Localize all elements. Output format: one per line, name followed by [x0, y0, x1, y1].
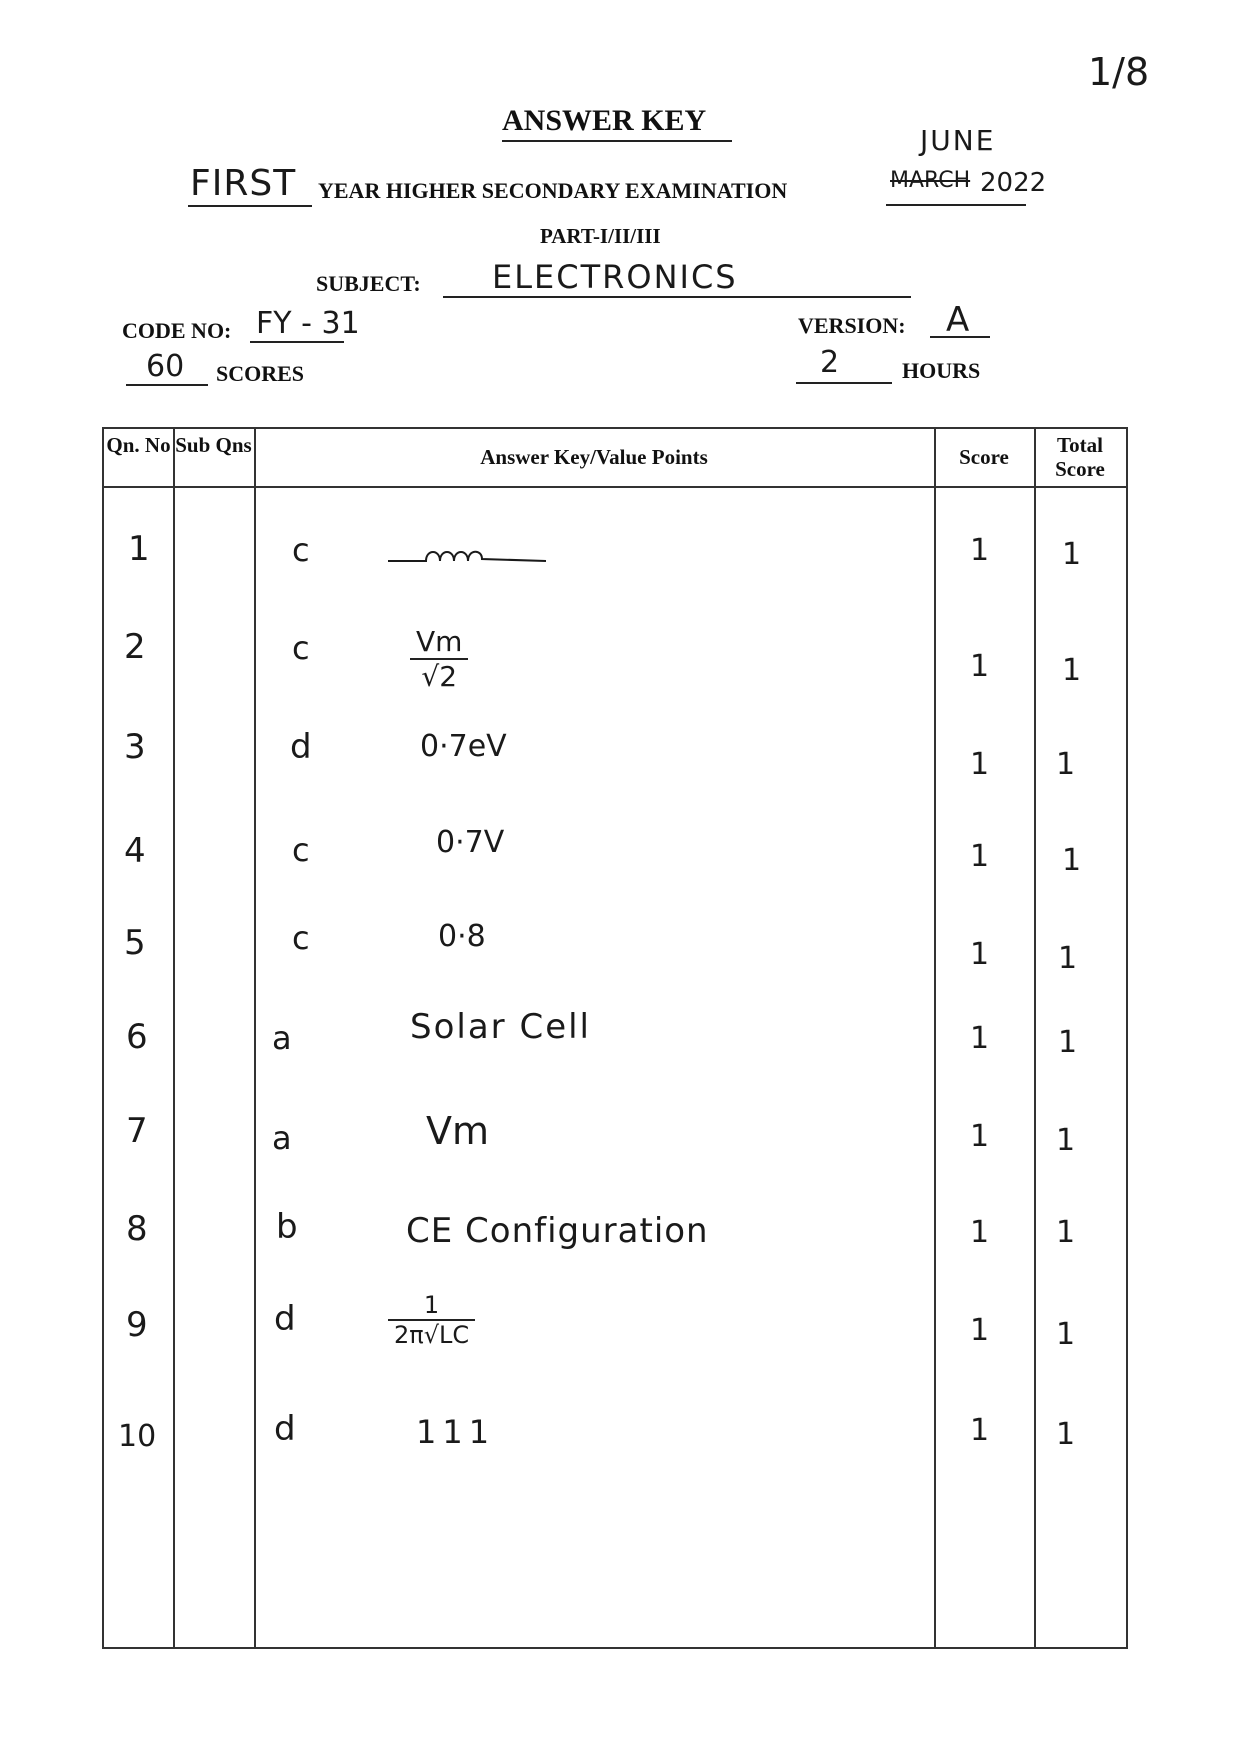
page-number: 1/8: [1088, 50, 1150, 94]
qn-number: 6: [126, 1017, 148, 1057]
answer-option: c: [292, 919, 310, 957]
total-score-value: 1: [1062, 537, 1082, 572]
code-underline: [250, 341, 344, 343]
total-score-value: 1: [1058, 1025, 1078, 1060]
version-value: A: [946, 300, 970, 340]
header-total-score: Total Score: [1055, 433, 1105, 481]
qn-number: 2: [124, 627, 146, 667]
answer-option: b: [276, 1207, 298, 1247]
answer-text: Vm: [426, 1109, 490, 1153]
answer-table: [102, 427, 1128, 1649]
answer-option: c: [292, 831, 310, 869]
score-value: 1: [970, 1119, 990, 1154]
month-underline: [886, 204, 1026, 206]
header-answer: Answer Key/Value Points: [480, 445, 708, 469]
answer-option: d: [274, 1409, 296, 1449]
total-score-value: 1: [1056, 1215, 1076, 1250]
score-value: 1: [970, 1021, 990, 1056]
header-divider: [104, 486, 1126, 488]
total-score-value: 1: [1062, 653, 1082, 688]
score-value: 1: [970, 533, 990, 568]
answer-option: d: [290, 727, 312, 767]
fraction-denominator: √2: [421, 660, 458, 693]
score-value: 1: [970, 1313, 990, 1348]
code-value: FY - 31: [256, 306, 360, 341]
exam-line: YEAR HIGHER SECONDARY EXAMINATION: [318, 178, 788, 203]
scores-underline: [126, 384, 208, 386]
score-value: 1: [970, 649, 990, 684]
answer-option: c: [292, 629, 310, 667]
col-divider: [173, 429, 175, 1647]
col-divider: [1034, 429, 1036, 1647]
score-value: 1: [970, 839, 990, 874]
subject-value: ELECTRONICS: [492, 258, 738, 296]
answer-option: a: [272, 1119, 292, 1157]
version-underline: [930, 336, 990, 338]
answer-text: Solar Cell: [410, 1007, 592, 1047]
answer-text: CE Configuration: [406, 1211, 709, 1251]
answer-text: 111: [416, 1413, 496, 1451]
header-qn-no: Qn. No: [106, 433, 171, 457]
scores-value: 60: [146, 349, 185, 384]
answer-fraction: [388, 1291, 475, 1349]
col-divider: [254, 429, 256, 1647]
month-handwritten: JUNE: [920, 124, 996, 157]
qn-number: 3: [124, 727, 146, 767]
score-value: 1: [970, 937, 990, 972]
qn-number: 8: [126, 1209, 148, 1249]
fraction-numerator: 1: [388, 1291, 475, 1321]
total-score-value: 1: [1056, 1417, 1076, 1452]
answer-option: c: [292, 531, 310, 569]
col-divider: [934, 429, 936, 1647]
code-label: CODE NO:: [122, 318, 232, 343]
part-label: PART-I/II/III: [540, 224, 661, 248]
qn-number: 1: [128, 529, 150, 569]
score-value: 1: [970, 1215, 990, 1250]
inductor-coil-icon: [386, 541, 546, 576]
answer-fraction: [410, 625, 468, 693]
header-score: Score: [959, 445, 1009, 469]
year-suffix: 2022: [980, 168, 1047, 198]
total-score-value: 1: [1056, 1317, 1076, 1352]
hours-underline: [796, 382, 892, 384]
scores-label: SCORES: [216, 361, 305, 386]
qn-number: 10: [118, 1419, 157, 1454]
total-score-value: 1: [1056, 747, 1076, 782]
qn-number: 5: [124, 923, 146, 963]
fraction-denominator: 2π√LC: [394, 1321, 470, 1349]
qn-number: 4: [124, 831, 146, 871]
version-label: VERSION:: [798, 313, 906, 338]
hours-value: 2: [820, 345, 840, 380]
year-underline: [188, 205, 312, 207]
month-struck: MARCH: [890, 168, 971, 193]
year-handwritten: FIRST: [190, 163, 297, 204]
title-underline: [502, 140, 732, 142]
total-score-value: 1: [1056, 1123, 1076, 1158]
answer-option: a: [272, 1019, 292, 1057]
hours-label: HOURS: [902, 358, 981, 383]
subject-underline: [443, 296, 911, 298]
answer-text: 0·8: [438, 919, 486, 954]
answer-option: d: [274, 1299, 296, 1339]
answer-text: 0·7V: [436, 825, 505, 860]
fraction-numerator: Vm: [410, 625, 468, 660]
header-sub-qns: Sub Qns: [175, 433, 252, 457]
total-score-value: 1: [1062, 843, 1082, 878]
answer-text: 0·7eV: [420, 729, 507, 764]
total-score-value: 1: [1058, 941, 1078, 976]
qn-number: 7: [126, 1111, 148, 1151]
score-value: 1: [970, 1413, 990, 1448]
subject-label: SUBJECT:: [316, 271, 421, 296]
page-title: ANSWER KEY: [502, 104, 707, 137]
qn-number: 9: [126, 1305, 148, 1345]
score-value: 1: [970, 747, 990, 782]
